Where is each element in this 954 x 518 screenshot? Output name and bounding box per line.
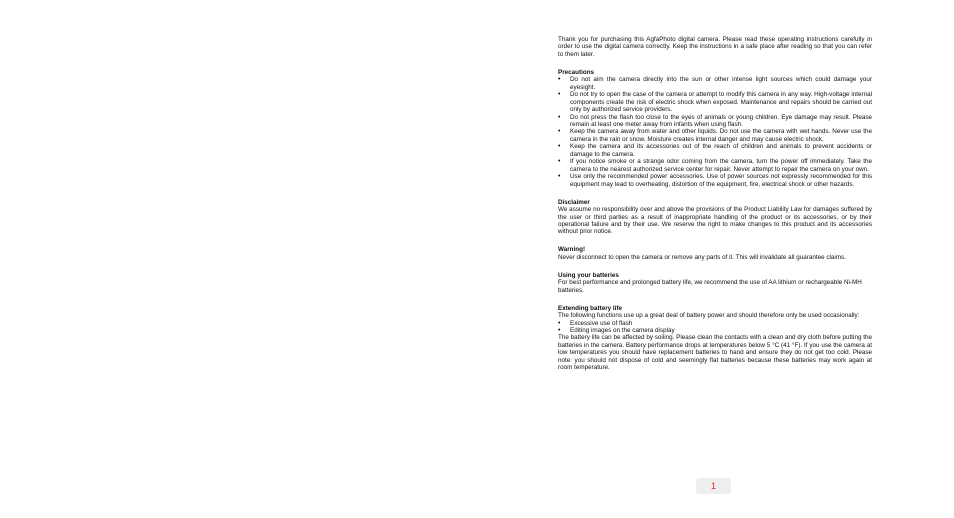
precaution-item: • Do not press the flash too close to the eyes of animals or young children. Eye damage may result. Please remain at least one meter away from infants when using flash.: [558, 114, 872, 129]
battery-function-item: • Excessive use of flash: [558, 320, 872, 327]
warning-section: [558, 246, 872, 261]
precaution-item: • Do not aim the camera directly into the sun or other intense light sources which could damage your eyesight.: [558, 76, 872, 91]
precautions-heading: Precautions: [558, 68, 595, 76]
precautions-list: [558, 76, 872, 188]
precaution-item: • Use only the recommended power accessories. Use of power sources not expressly recommended for this equipment may lead to overheating, distortion of the equipment, fire, electrical shock or other hazards.: [558, 173, 872, 188]
battery-life-text-after: The battery life can be affected by soiling. Please clean the contacts with a clean and dry cloth before putting the batteries in the camera. Battery performance drops at temperatures below 5 °C (41 °F). If you use the camera at low temperatures you should have replacement batteries to hand and ensure they do not get too cold. Please note: you should not dispose of cold and seemingly flat batteries because these batteries may work again at room temperature.: [558, 334, 872, 372]
intro-paragraph: Thank you for purchasing this AgfaPhoto digital camera. Please read these operating instructions carefully in order to use the digital camera correctly. Keep the instructions in a safe place after reading so that you can refer to them later.: [558, 36, 872, 58]
warning-heading: Warning!: [558, 246, 586, 254]
precaution-item: • Keep the camera and its accessories out of the reach of children and animals to prevent accidents or damage to the camera.: [558, 143, 872, 158]
precaution-item: • If you notice smoke or a strange odor coming from the camera, turn the power off immediately. Take the camera to the nearest authorized service center for repair. Never attempt to repair the camera on your own.: [558, 158, 872, 173]
battery-life-text: The following functions use up a great deal of battery power and should therefore only be used occasionally:: [558, 312, 860, 320]
batteries-text: For best performance and prolonged battery life, we recommend the use of AA lithium or rechargeable Ni-MH batteries.: [558, 279, 862, 294]
precautions-section: [558, 69, 872, 188]
precaution-item: • Keep the camera away from water and other liquids. Do not use the camera with wet hands. Never use the camera in the rain or snow. Moisture creates internal danger and may cause electric shock.: [558, 128, 872, 143]
manual-page: [558, 36, 872, 372]
battery-life-section: [558, 305, 872, 372]
page-number-box: [696, 478, 731, 494]
batteries-section: [558, 272, 872, 294]
disclaimer-text: We assume no responsibility over and above the provisions of the Product Liability Law for damages suffered by the user or third parties as a result of inappropriate handling of the product or its accessories, or by their operational failure and by their use. We reserve the right to make changes to this product and its accessories without prior notice.: [558, 206, 872, 236]
warning-text: Never disconnect to open the camera or remove any parts of it. This will invalidate all guarantee claims.: [558, 253, 846, 261]
battery-life-heading: Extending battery life: [558, 304, 623, 312]
batteries-heading: Using your batteries: [558, 271, 619, 279]
battery-function-item: • Editing images on the camera display: [558, 327, 872, 334]
battery-functions-list: [558, 320, 872, 335]
disclaimer-heading: Disclaimer: [558, 198, 590, 206]
page-number: 1: [710, 481, 716, 491]
precaution-item: • Do not try to open the case of the camera or attempt to modify this camera in any way. High-voltage internal components create the risk of electric shock when exposed. Maintenance and repairs should be carried out only by authorized service providers.: [558, 91, 872, 113]
disclaimer-section: [558, 199, 872, 236]
